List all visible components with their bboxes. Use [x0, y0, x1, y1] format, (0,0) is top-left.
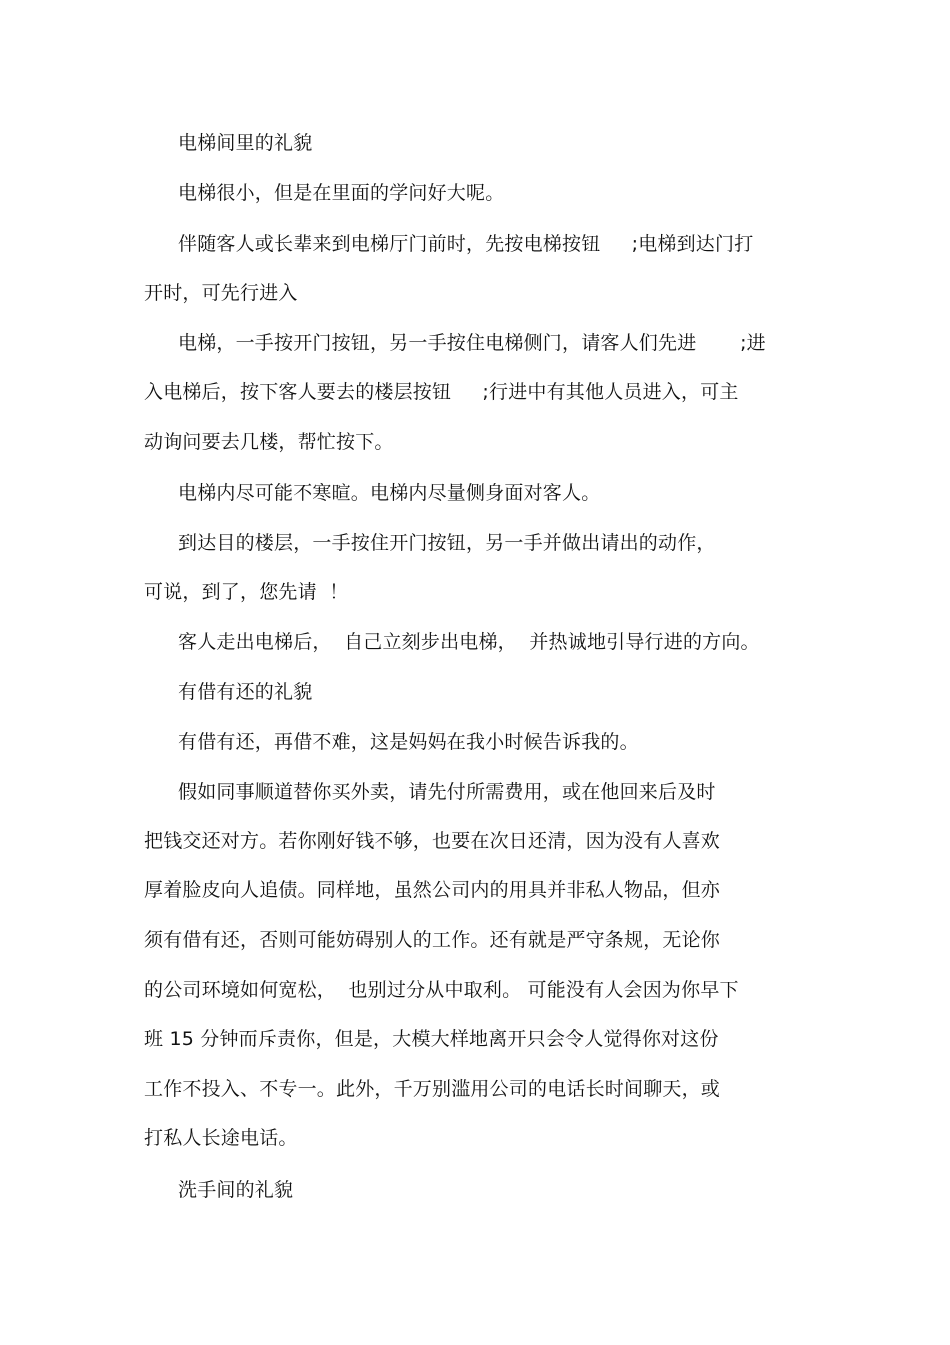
- section-heading-borrow: 有借有还的礼貌: [178, 681, 313, 703]
- paragraph-line: 客人走出电梯后， 自己立刻步出电梯， 并热诚地引导行进的方向。: [178, 631, 760, 653]
- paragraph-line: 开时，可先行进入: [144, 282, 298, 304]
- paragraph-line: 有借有还，再借不难，这是妈妈在我小时候告诉我的。: [178, 731, 639, 753]
- paragraph-line: 假如同事顺道替你买外卖，请先付所需费用，或在他回来后及时: [178, 781, 716, 803]
- paragraph-line: 电梯，一手按开门按钮，另一手按住电梯侧门，请客人们先进 ;进: [178, 332, 766, 354]
- paragraph-line: 厚着脸皮向人追债。同样地，虽然公司内的用具并非私人物品，但亦: [144, 879, 721, 901]
- paragraph-line: 可说，到了，您先请 ！: [144, 581, 349, 603]
- paragraph-line: 电梯内尽可能不寒暄。电梯内尽量侧身面对客人。: [178, 482, 601, 504]
- paragraph-line: 须有借有还，否则可能妨碍别人的工作。还有就是严守条规，无论你: [144, 929, 721, 951]
- section-heading-elevator: 电梯间里的礼貌: [178, 132, 313, 154]
- paragraph-line: 班 15 分钟而斥责你，但是，大模大样地离开只会令人觉得你对这份: [144, 1028, 719, 1050]
- paragraph-line: 电梯很小，但是在里面的学问好大呢。: [178, 182, 505, 204]
- section-heading-restroom: 洗手间的礼貌: [178, 1179, 294, 1201]
- paragraph-line: 动询问要去几楼，帮忙按下。: [144, 431, 394, 453]
- paragraph-line: 的公司环境如何宽松， 也别过分从中取利。 可能没有人会因为你早下: [144, 979, 739, 1001]
- paragraph-line: 把钱交还对方。若你刚好钱不够，也要在次日还清，因为没有人喜欢: [144, 830, 721, 852]
- paragraph-line: 到达目的楼层，一手按住开门按钮，另一手并做出请出的动作，: [178, 532, 716, 554]
- paragraph-line: 工作不投入、不专一。此外，千万别滥用公司的电话长时间聊天，或: [144, 1078, 721, 1100]
- paragraph-line: 伴随客人或长辈来到电梯厅门前时，先按电梯按钮 ;电梯到达门打: [178, 233, 754, 255]
- paragraph-line: 入电梯后，按下客人要去的楼层按钮 ;行进中有其他人员进入，可主: [144, 381, 739, 403]
- paragraph-line: 打私人长途电话。: [144, 1127, 298, 1149]
